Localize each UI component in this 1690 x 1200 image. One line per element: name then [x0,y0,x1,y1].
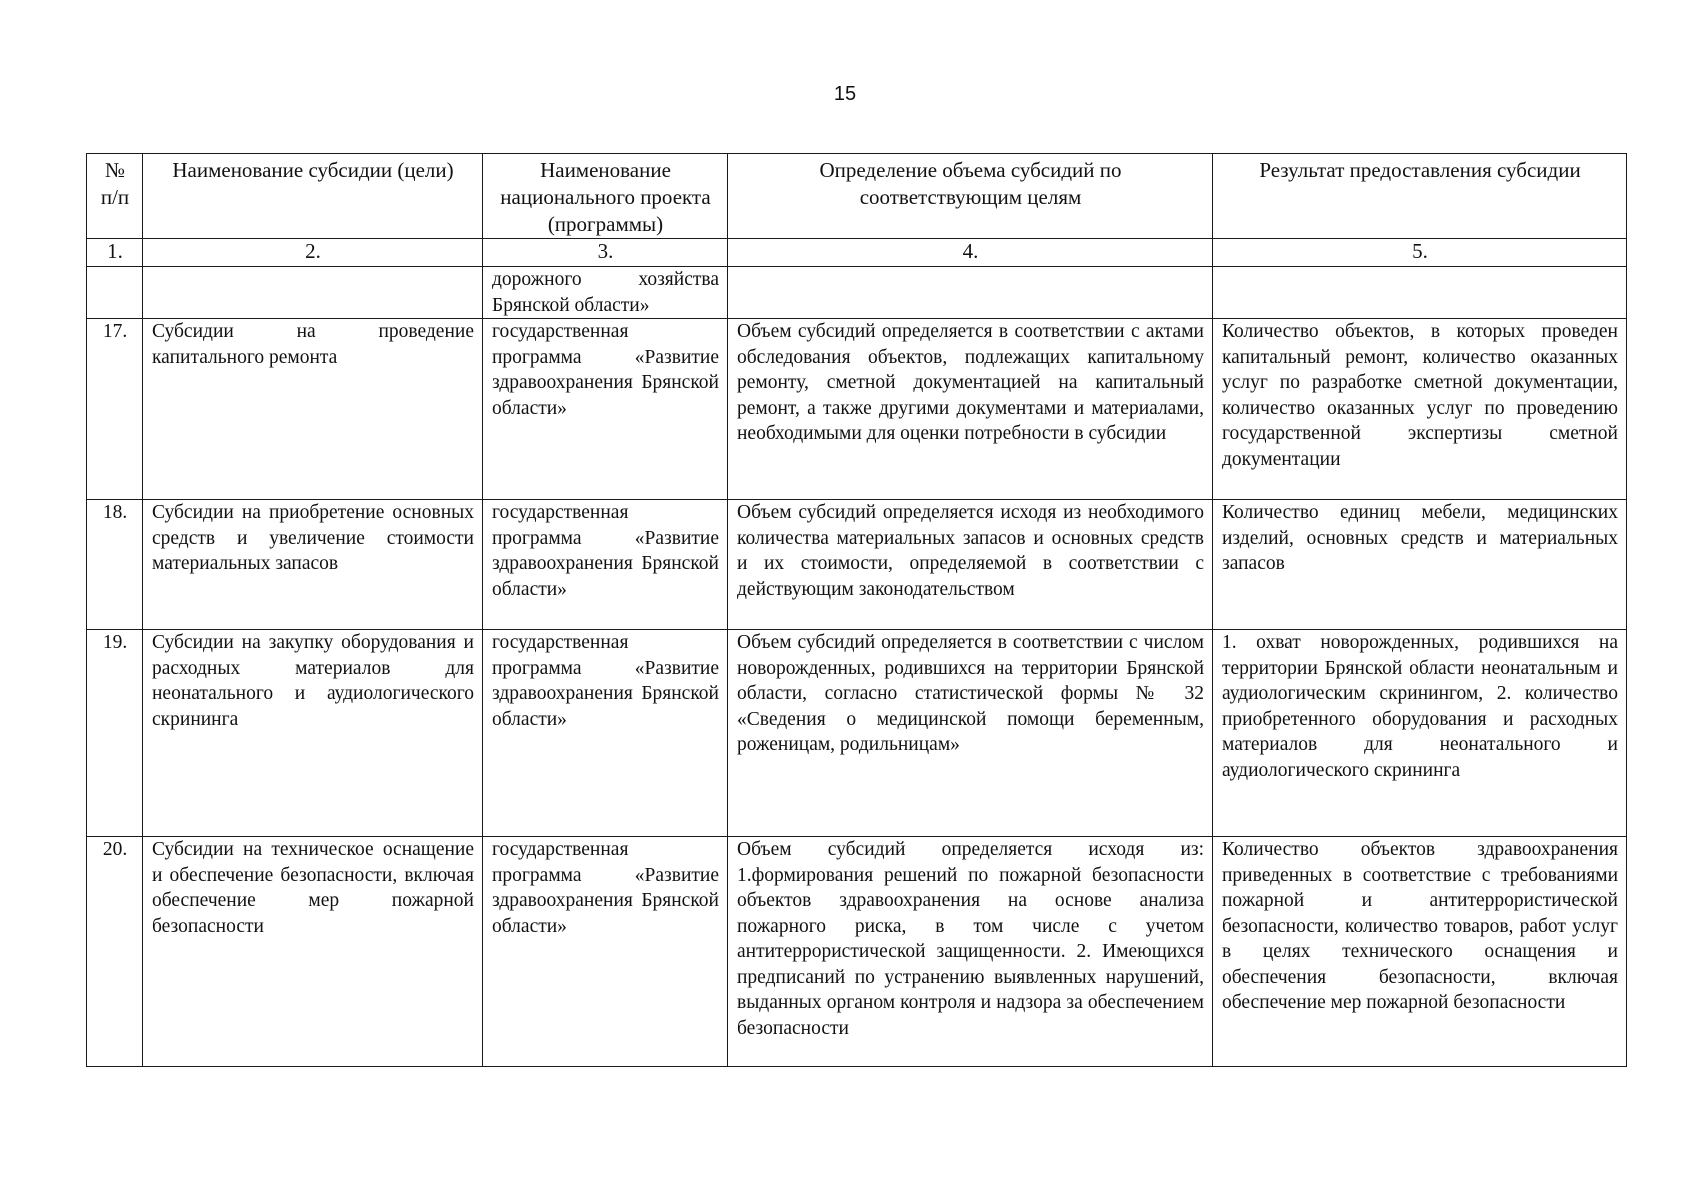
row-volume: Объем субсидий определяется в соответствии с числом новорожденных, родившихся на территории Брянской области, согласно статистической формы № 32 «Сведения о медицинской помощи беременным, роженицам, родильницам» [728,630,1213,837]
row-volume [728,267,1213,319]
row-number: 19. [87,630,143,837]
row-volume: Объем субсидий определяется в соответствии с актами обследования объектов, подлежащих капитальному ремонту, сметной документацией на капитальный ремонт, а также другими документами и материалами, необходимыми для оценки потребности в субсидии [728,319,1213,500]
row-number: 17. [87,319,143,500]
row-result: Количество объектов здравоохранения приведенных в соответствие с требованиями пожарной и антитеррористической безопасности, количество товаров, работ услуг в целях технического оснащения и обеспечения безопасности, включая обеспечение мер пожарной безопасности [1213,837,1627,1067]
row-number [87,267,143,319]
column-number: 5. [1213,239,1627,267]
row-subsidy-name: Субсидии на приобретение основных средств и увеличение стоимости материальных запасов [143,500,483,630]
row-subsidy-name: Субсидии на техническое оснащение и обеспечение безопасности, включая обеспечение мер пожарной безопасности [143,837,483,1067]
row-volume: Объем субсидий определяется исходя из необходимого количества материальных запасов и основных средств и их стоимости, определяемой в соответствии с действующим законодательством [728,500,1213,630]
subsidy-table [86,153,1627,1067]
row-result [1213,267,1627,319]
header-result: Результат предоставления субсидии [1213,154,1627,239]
header-number: № п/п [87,154,143,239]
table-header-row [87,154,1627,239]
table-row [87,319,1627,500]
row-program: государственная программа «Развитие здравоохранения Брянской области» [483,630,728,837]
header-volume-definition: Определение объема субсидий по соответствующим целям [728,154,1213,239]
row-program: государственная программа «Развитие здравоохранения Брянской области» [483,837,728,1067]
row-result: 1. охват новорожденных, родившихся на территории Брянской области неонатальным и аудиологическим скринингом, 2. количество приобретенного оборудования и расходных материалов для неонатального и аудиологического скрининга [1213,630,1627,837]
row-subsidy-name: Субсидии на проведение капитального ремонта [143,319,483,500]
column-number: 2. [143,239,483,267]
column-number: 4. [728,239,1213,267]
column-number: 1. [87,239,143,267]
table-row [87,837,1627,1067]
row-result: Количество единиц мебели, медицинских изделий, основных средств и материальных запасов [1213,500,1627,630]
table-row [87,630,1627,837]
row-program: государственная программа «Развитие здравоохранения Брянской области» [483,500,728,630]
row-number: 18. [87,500,143,630]
table-row [87,500,1627,630]
header-subsidy-name: Наименование субсидии (цели) [143,154,483,239]
column-number-row [87,239,1627,267]
column-number: 3. [483,239,728,267]
row-subsidy-name: Субсидии на закупку оборудования и расходных материалов для неонатального и аудиологического скрининга [143,630,483,837]
row-result: Количество объектов, в которых проведен капитальный ремонт, количество оказанных услуг по разработке сметной документации, количество оказанных услуг по проведению государственной экспертизы сметной документации [1213,319,1627,500]
header-program-name: Наименование национального проекта (программы) [483,154,728,239]
row-program: дорожного хозяйства Брянской области» [483,267,728,319]
row-subsidy-name [143,267,483,319]
page-number: 15 [833,83,857,105]
table-row [87,267,1627,319]
row-number: 20. [87,837,143,1067]
row-volume: Объем субсидий определяется исходя из: 1.формирования решений по пожарной безопасности объектов здравоохранения на основе анализа пожарного риска, в том числе с учетом антитеррористической защищенности. 2. Имеющихся предписаний по устранению выявленных нарушений, выданных органом контроля и надзора за обеспечением безопасности [728,837,1213,1067]
row-program: государственная программа «Развитие здравоохранения Брянской области» [483,319,728,500]
